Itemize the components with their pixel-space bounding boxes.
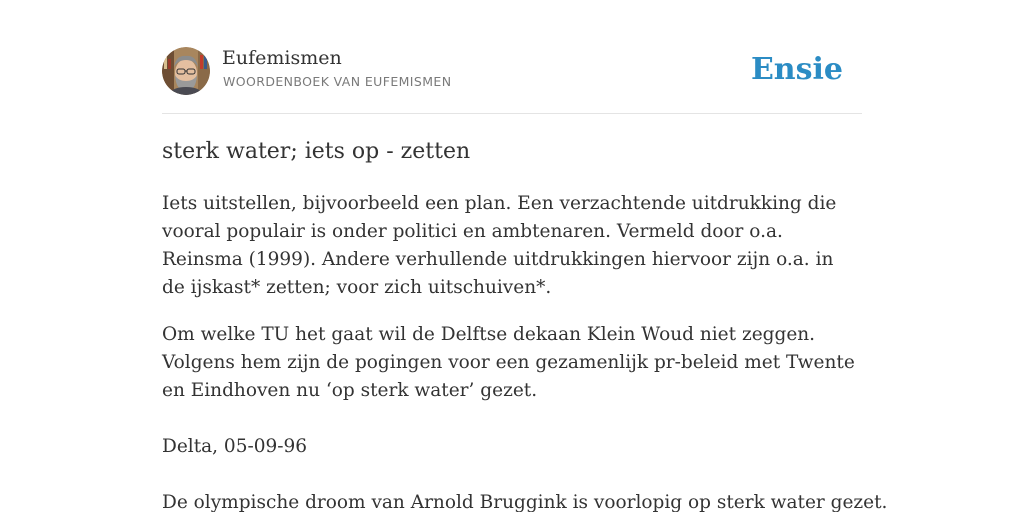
- entry-example: De olympische droom van Arnold Bruggink is voorlopig op sterk water gezet.: [162, 492, 888, 512]
- source-name[interactable]: Eufemismen: [222, 47, 342, 69]
- entry-content: [162, 190, 888, 512]
- bearded-man-portrait-icon: [162, 47, 210, 95]
- entry-definition: Iets uitstellen, bijvoorbeeld een plan. Een verzachtende uitdrukking die vooral populair is onder politici en ambtenaren. Vermeld door o.a. Reinsma (1999). Andere verhullende uitdrukkingen hiervoor zijn o.a. in de ijskast* zetten; voor zich uitschuiven*.: [162, 193, 837, 298]
- brand-logo[interactable]: Ensie: [750, 52, 843, 87]
- entry-term: sterk water; iets op - zetten: [162, 139, 471, 164]
- header: [162, 46, 862, 96]
- entry-quote: Om welke TU het gaat wil de Delftse dekaan Klein Woud niet zeggen. Volgens hem zijn de pogingen voor een gezamenlijk pr-beleid met Twente en Eindhoven nu ‘op sterk water’ gezet.: [162, 324, 855, 401]
- source-avatar[interactable]: [162, 47, 210, 95]
- header-divider: [162, 113, 862, 114]
- source-subtitle: WOORDENBOEK VAN EUFEMISMEN: [223, 74, 452, 89]
- entry-quote-source: Delta, 05-09-96: [162, 436, 308, 457]
